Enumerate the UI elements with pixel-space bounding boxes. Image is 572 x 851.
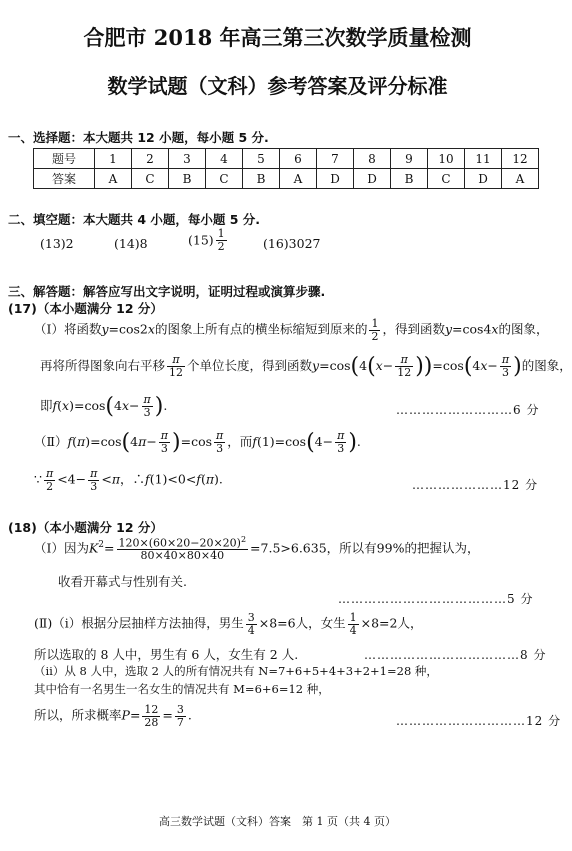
section1-heading: 一、选择题：本大题共 12 小题，每小题 5 分. [8,130,269,145]
text-span: 个单位长度，得到函数 [187,358,313,373]
q18-line-5: （ⅱ）从 8 人中，选取 2 人的所有情况共有 N=7+6+5+4+3+2+1=28 种， [34,664,438,678]
table-cell: 8 [354,149,391,169]
text-span: ，而 [227,434,253,449]
table-cell: C [428,169,465,189]
answer-13: (13)2 [40,236,74,251]
table-header-cell: 答案 [34,169,95,189]
section2-heading: 二、填空题：本大题共 4 小题，每小题 5 分. [8,212,261,227]
q18-line-1: （Ⅰ）因为$K^2=$ $\frac{120\times(60\times 20-20\times 20)^2}{80\times 40\times 80\times 40}$ =7.5>6.635，所以有99%的把握认为， [34,535,480,563]
q18-line-3: (Ⅱ)（ⅰ）根据分层抽样方法抽得，男生 $\frac{3}{4}$ ×8=6人，女生 $\frac{1}{4}$ ×8=2人， [34,611,423,637]
q18-line-2: 收看开幕式与性别有关. [58,574,187,589]
table-header-cell: 题号 [34,149,95,169]
answer-table [33,148,539,189]
table-cell: D [354,169,391,189]
q17-heading: (17)（本小题满分 12 分） [8,301,163,316]
table-cell: 4 [206,149,243,169]
table-cell: B [169,169,206,189]
text-span: （Ⅱ） [34,434,68,449]
text-span: 人， [397,615,423,631]
text-span: 即 [40,398,53,413]
text-span: （Ⅰ）将函数 [34,321,102,337]
table-cell: D [317,169,354,189]
fraction-numerator: 1 [217,227,225,240]
table-cell: A [95,169,132,189]
text-span: 的图象， [498,321,549,337]
table-cell: 3 [169,149,206,169]
table-cell: 9 [391,149,428,169]
table-cell: 5 [243,149,280,169]
answer-15-label: (15) [188,232,214,248]
text-span: （Ⅰ）因为 [34,540,89,556]
text-span: 的图象， [521,358,572,373]
table-cell: 10 [428,149,465,169]
table-cell: C [132,169,169,189]
score-marker: ………………………6 分 [396,403,540,417]
text-span: 所以，所求概率 [34,707,122,723]
score-marker: …………………12 分 [412,478,539,492]
q18-line-6: 其中恰有一名男生一名女生的情况共有 M=6+6=12 种， [34,682,330,696]
text-span: (Ⅱ)（ⅰ）根据分层抽样方法抽得，男生 [34,615,244,631]
q17-line-1: （Ⅰ）将函数y=cos2x的图象上所有点的横坐标缩短到原来的 $\frac{1}{2}$ ，得到函数y=cos4x的图象， [34,317,549,343]
table-row-answers [34,169,539,189]
text-span: ∵ [34,471,42,487]
answer-16: (16)3027 [263,236,321,251]
table-cell: 7 [317,149,354,169]
text-span: ，∴ [120,471,146,487]
table-cell: 12 [502,149,539,169]
answer-15 [188,228,229,252]
q18-line-4: 所以选取的 8 人中，男生有 6 人，女生有 2 人. [34,647,299,662]
section3-heading: 三、解答题：解答应写出文字说明，证明过程或演算步骤. [8,284,326,299]
text-span: ，得到函数 [382,321,445,337]
table-cell: B [391,169,428,189]
score-marker: ………………………………8 分 [364,648,547,662]
page-subtitle: 数学试题（文科）参考答案及评分标准 [107,74,448,98]
table-cell: 1 [95,149,132,169]
score-marker: …………………………………5 分 [338,592,534,606]
q17-line-5: ∵ $\frac{\pi}{2}$ <4− $\frac{\pi}{3}$ <π，∴f(1)<0<f(π). [34,467,223,493]
table-cell: 2 [132,149,169,169]
text-span: 的图象上所有点的横坐标缩短到原来的 [154,321,368,337]
page-footer: 高三数学试题（文科）答案 第 1 页（共 4 页） [159,815,396,828]
text-span: 人，女生 [295,615,346,631]
table-cell: B [243,169,280,189]
text-span: 再将所得图象向右平移 [40,358,166,373]
table-cell: A [280,169,317,189]
q18-line-7: 所以，所求概率P= $\frac{12}{28}$ = $\frac{3}{7}$ . [34,703,192,729]
answer-14: (14)8 [114,236,148,251]
fraction-denominator: 2 [217,239,225,253]
score-marker: …………………………12 分 [396,714,562,728]
q17-line-2: 再将所得图象向右平移 $\frac{\pi}{12}$ 个单位长度，得到函数y=cos(4(x− $\frac{\pi}{12}$ ))=cos(4x− $\frac{\pi}{3}$ )的图象， [40,353,572,379]
table-row-numbers [34,149,539,169]
table-cell: A [502,169,539,189]
table-cell: C [206,169,243,189]
table-cell: D [465,169,502,189]
table-cell: 6 [280,149,317,169]
q17-line-3: 即f(x)=cos(4x− $\frac{\pi}{3}$ ). [40,393,168,419]
page-title: 合肥市 2018 年高三第三次数学质量检测 [83,25,472,50]
table-cell: 11 [465,149,502,169]
q17-line-4: （Ⅱ）f(π)=cos(4π− $\frac{\pi}{3}$ )=cos $\frac{\pi}{3}$ ，而f(1)=cos(4− $\frac{\pi}{3}$ ). [34,429,361,455]
text-span: ，所以有99%的把握认为， [326,540,480,556]
q18-heading: (18)（本小题满分 12 分） [8,520,163,535]
